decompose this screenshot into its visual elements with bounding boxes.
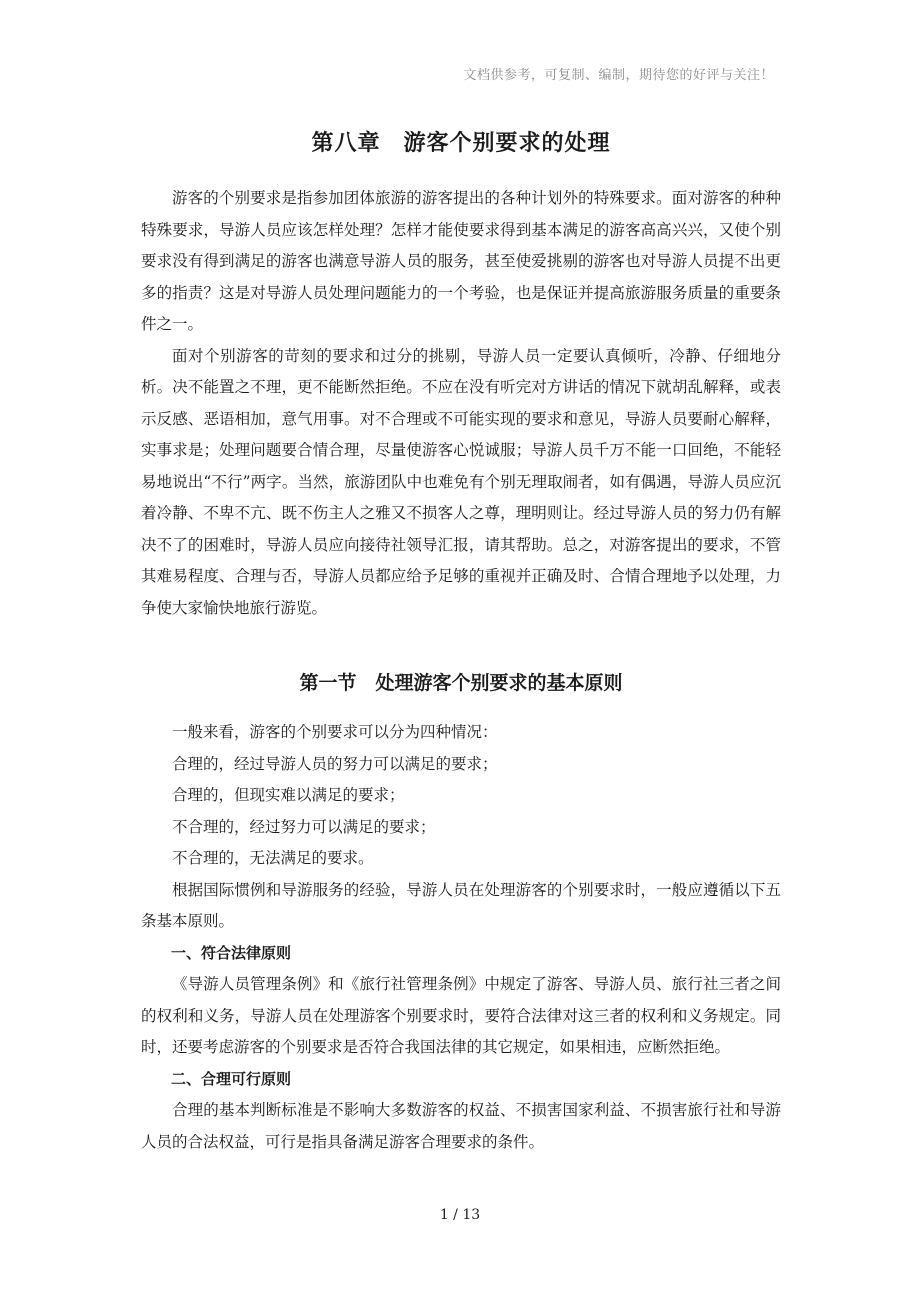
section-line-1: 一般来看，游客的个别要求可以分为四种情况： [172,723,498,741]
section-line-2: 合理的，经过导游人员的努力可以满足的要求； [172,754,498,773]
intro-paragraph-2: 面对个别游客的苛刻的要求和过分的挑剔，导游人员一定要认真倾听，冷静、仔细地分析。决不能置之不理，更不能断然拒绝。不应在没有听完对方讲话的情况下就胡乱解释，或表示反感、恶语相加，意气用事。对不合理或不可能实现的要求和意见，导游人员要耐心解释，实事求是；处理问题要合情合理，尽量使游客心悦诚服；导游人员千万不能一口回绝，不能轻易地说出“不行”两字。当然，旅游团队中也难免有个别无理取闹者，如有偶遇，导游人员应沉着冷静、不卑不亢、既不伤主人之雅又不损客人之尊，理明则让。经过导游人员的努力仍有解决不了的困难时，导游人员应向接待社领导汇报，请其帮助。总之，对游客提出的要求，不管其难易程度、合理与否，导游人员都应给予足够的重视并正确及时、合情合理地予以处理，力争使大家愉快地旅行游览。 [141,346,781,617]
document-body [141,118,781,1158]
section-title: 第一节 处理游客个别要求的基本原则 [299,672,623,694]
principle-1-text: 《导游人员管理条例》和《旅行社管理条例》中规定了游客、导游人员、旅行社三者之间的权利和义务，导游人员在处理游客个别要求时，要符合法律对这三者的权利和义务规定。同时，还要考虑游客的个别要求是否符合我国法律的其它规定，如果相违，应断然拒绝。 [141,975,781,1056]
section-line-5: 不合理的，无法满足的要求。 [172,849,374,867]
principle-2-text: 合理的基本判断标准是不影响大多数游客的权益、不损害国家利益、不损害旅行社和导游人员的合法权益，可行是指具备满足游客合理要求的条件。 [141,1101,781,1151]
page-number: 1 / 13 [439,1207,481,1223]
principles-intro: 根据国际惯例和导游服务的经验，导游人员在处理游客的个别要求时，一般应遵循以下五条基本原则。 [141,880,781,930]
principle-1-heading: 一、符合法律原则 [171,943,292,962]
section-line-4: 不合理的，经过努力可以满足的要求； [172,817,436,836]
chapter-title: 第八章 游客个别要求的处理 [311,131,611,156]
principle-2-heading: 二、合理可行原则 [171,1069,292,1088]
header-note: 文档供参考，可复制、编制，期待您的好评与关注！ [463,68,774,83]
intro-paragraph-1: 游客的个别要求是指参加团体旅游的游客提出的各种计划外的特殊要求。面对游客的种种特殊要求，导游人员应该怎样处理？怎样才能使要求得到基本满足的游客高高兴兴，又使个别要求没有得到满足的游客也满意导游人员的服务，甚至使爱挑剔的游客也对导游人员提不出更多的指责？这是对导游人员处理问题能力的一个考验，也是保证并提高旅游服务质量的重要条件之一。 [141,189,781,333]
section-line-3: 合理的，但现实难以满足的要求； [172,786,405,804]
